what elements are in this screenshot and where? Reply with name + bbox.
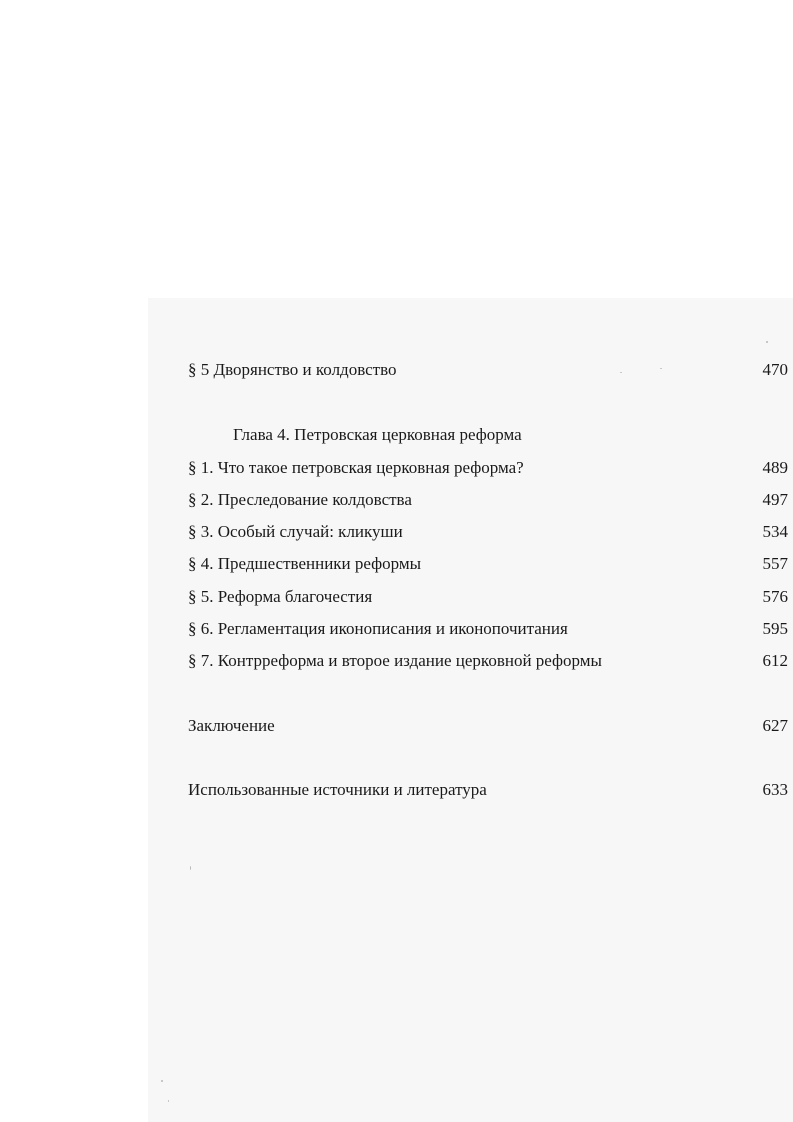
toc-entry [188,552,788,576]
toc-entry [188,585,788,609]
scan-speck [660,368,662,369]
chapter-4-heading: Глава 4. Петровская церковная реформа [233,425,522,444]
toc-entry-label: Использованные источники и литература [188,780,487,799]
toc-entry-page-number: 612 [762,651,788,670]
scan-speck [766,341,768,343]
toc-entry [188,649,788,673]
toc-entry [188,520,788,544]
toc-entry-label: § 5. Реформа благочестия [188,587,373,606]
toc-entry [188,488,788,512]
toc-entry [188,617,788,641]
toc-entry [188,456,788,480]
toc-entry-bibliography [188,778,788,802]
toc-entry-page-number: 576 [762,587,788,606]
toc-entry-label: § 1. Что такое петровская церковная реформа? [188,458,524,477]
toc-entry-page-number: 489 [762,458,788,477]
scan-speck [161,1080,163,1082]
toc-entry-page-number: 557 [762,554,788,573]
toc-entry-label: § 4. Предшественники реформы [188,554,422,573]
toc-entry-label: § 5 Дворянство и колдовство [188,360,397,379]
toc-entry-page-number: 595 [762,619,788,638]
toc-entry-page-number: 497 [762,490,788,509]
toc-entry-page-number: 633 [762,780,788,799]
toc-entry-label: § 6. Регламентация иконописания и иконопочитания [188,619,568,638]
toc-entry-page-number: 470 [762,360,788,379]
toc-entry-label: § 7. Контрреформа и второе издание церковной реформы [188,651,602,670]
toc-entry-label: § 2. Преследование колдовства [188,490,412,509]
toc-entry-label: Заключение [188,716,275,735]
scan-speck [168,1100,169,1102]
toc-entry-conclusion [188,714,788,738]
scan-speck [190,866,191,870]
toc-entry-section-5-nobility-witchcraft [188,358,788,382]
toc-entry-page-number: 534 [762,522,788,541]
toc-entry-page-number: 627 [762,716,788,735]
scan-speck [620,372,622,373]
toc-entry-label: § 3. Особый случай: кликуши [188,522,403,541]
